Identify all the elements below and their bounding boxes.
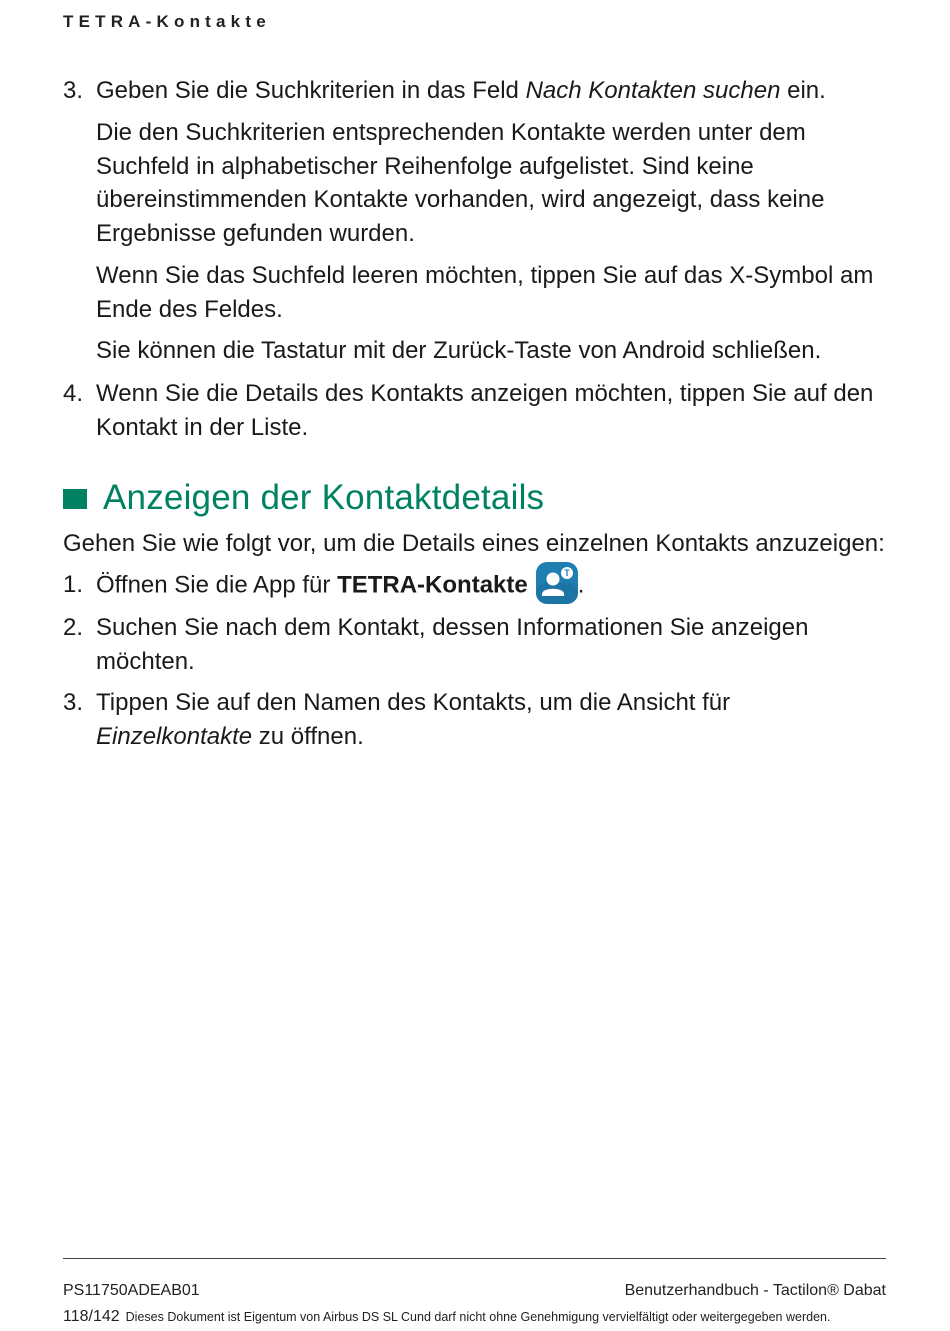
step-text-part: Geben Sie die Suchkriterien in das Feld	[96, 77, 526, 104]
step-number: 3.	[63, 77, 84, 104]
section-intro: Gehen Sie wie folgt vor, um die Details eines einzelnen Kontakts anzuzeigen:	[63, 530, 885, 557]
paragraph-close-keyboard: Sie können die Tastatur mit der Zurück-Taste von Android schließen.	[96, 337, 822, 364]
footer-bottom-line	[63, 1308, 830, 1326]
step-text: Suchen Sie nach dem Kontakt, dessen Informationen Sie anzeigen möchten.	[96, 614, 809, 675]
svg-text:T: T	[563, 568, 570, 579]
page-number: 118/142	[63, 1308, 120, 1325]
step-text-part: Tippen Sie auf den Namen des Kontakts, um die Ansicht für	[96, 689, 731, 716]
view-name-italic: Einzelkontakte	[96, 722, 253, 750]
list-item-step-3-details	[63, 686, 893, 753]
step-text	[96, 568, 893, 604]
step-text: Wenn Sie die Details des Kontakts anzeigen möchten, tippen Sie auf den Kontakt in der Liste.	[96, 380, 874, 441]
list-item-step-1	[63, 568, 893, 604]
section-title: Anzeigen der Kontaktdetails	[103, 478, 545, 517]
copyright-notice: Dieses Dokument ist Eigentum von Airbus DS SL Cund darf nicht ohne Genehmigung vervielfältigt oder weitergegeben werden.	[125, 1310, 831, 1324]
footer-divider	[63, 1258, 886, 1259]
step-text-part: .	[577, 571, 585, 599]
tetra-contacts-app-icon	[536, 562, 578, 604]
footer-manual-title: Benutzerhandbuch - Tactilon® Dabat	[624, 1282, 886, 1299]
section-heading	[63, 478, 544, 518]
running-header: TETRA-Kontakte	[63, 12, 271, 31]
step-text	[96, 74, 893, 108]
step-number: 3.	[63, 689, 84, 716]
paragraph-results: Die den Suchkriterien entsprechenden Kontakte werden unter dem Suchfeld in alphabetischer Reihenfolge aufgelistet. Sind keine übereinstimmenden Kontakte vorhanden, wird angezeigt, dass keine Ergebnisse gefunden wurden.	[96, 119, 825, 247]
step-number: 1.	[63, 571, 84, 598]
footer-doc-id: PS11750ADEAB01	[63, 1282, 200, 1299]
paragraph-clear-search: Wenn Sie das Suchfeld leeren möchten, tippen Sie auf das X-Symbol am Ende des Feldes.	[96, 262, 874, 323]
field-name-italic: Nach Kontakten suchen	[525, 77, 781, 104]
step-number: 2.	[63, 614, 84, 641]
step-text-part: Öffnen Sie die App für	[96, 571, 338, 599]
step-text	[96, 686, 756, 753]
step-text-part: ein.	[780, 77, 826, 104]
app-name-bold: TETRA-Kontakte	[337, 571, 528, 599]
step-number: 4.	[63, 380, 84, 407]
step-text-part: zu öffnen.	[252, 722, 364, 750]
list-item-step-3	[63, 74, 893, 108]
square-bullet-icon	[63, 489, 87, 509]
list-item-step-4	[63, 377, 893, 444]
list-item-step-2	[63, 611, 893, 678]
